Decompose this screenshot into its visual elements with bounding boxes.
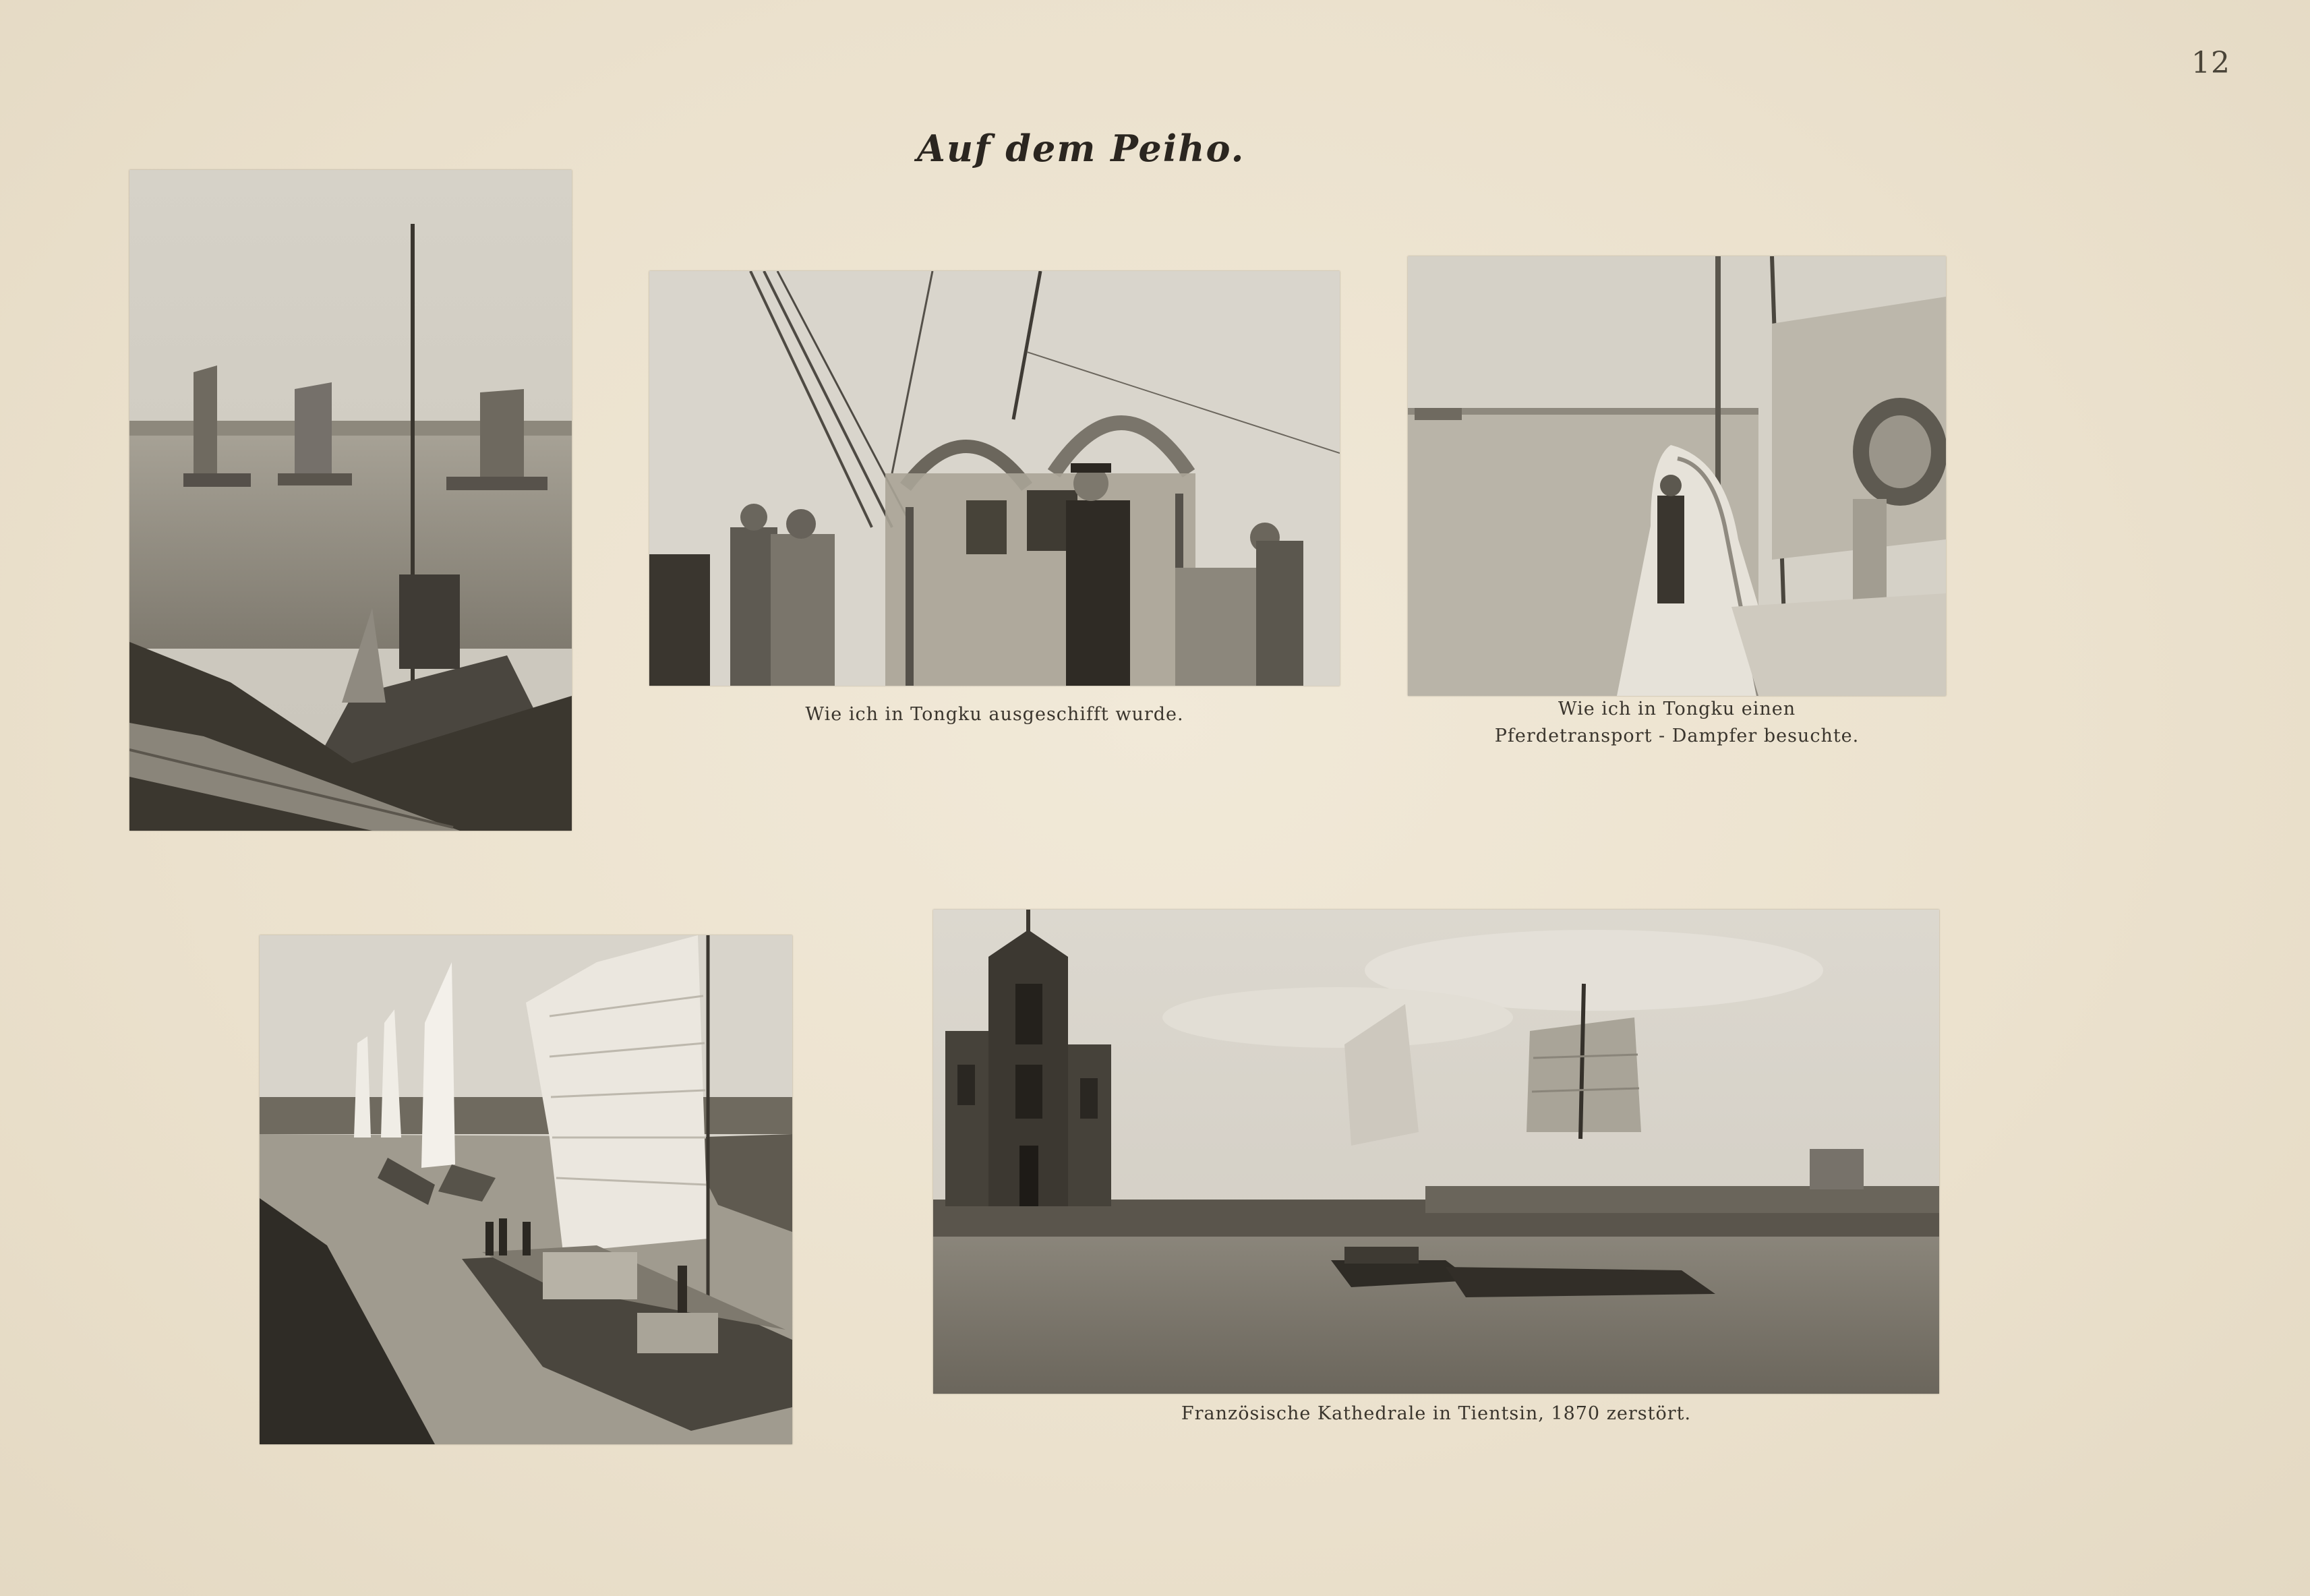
caption-line: Pferdetransport - Dampfer besuchte.	[1494, 726, 1860, 746]
caption-tientsin-cathedral	[933, 1400, 1939, 1427]
caption-line: Französische Kathedrale in Tientsin, 1870 zerstört.	[1181, 1403, 1692, 1424]
caption-line: Wie ich in Tongku einen	[1558, 699, 1796, 719]
caption-tongku-disembark	[649, 701, 1340, 728]
page-number: 12	[2191, 46, 2230, 80]
photo-tongku-steamer	[1408, 256, 1946, 696]
caption-tongku-steamer	[1408, 696, 1946, 750]
photo-tientsin-cathedral	[933, 910, 1939, 1394]
page-title: Auf dem Peiho.	[917, 127, 1245, 170]
caption-line: Wie ich in Tongku ausgeschifft wurde.	[805, 704, 1184, 725]
photo-junks-riverbank	[129, 170, 572, 831]
photo-tongku-disembark	[649, 271, 1340, 686]
photo-junks-canal	[260, 935, 792, 1444]
